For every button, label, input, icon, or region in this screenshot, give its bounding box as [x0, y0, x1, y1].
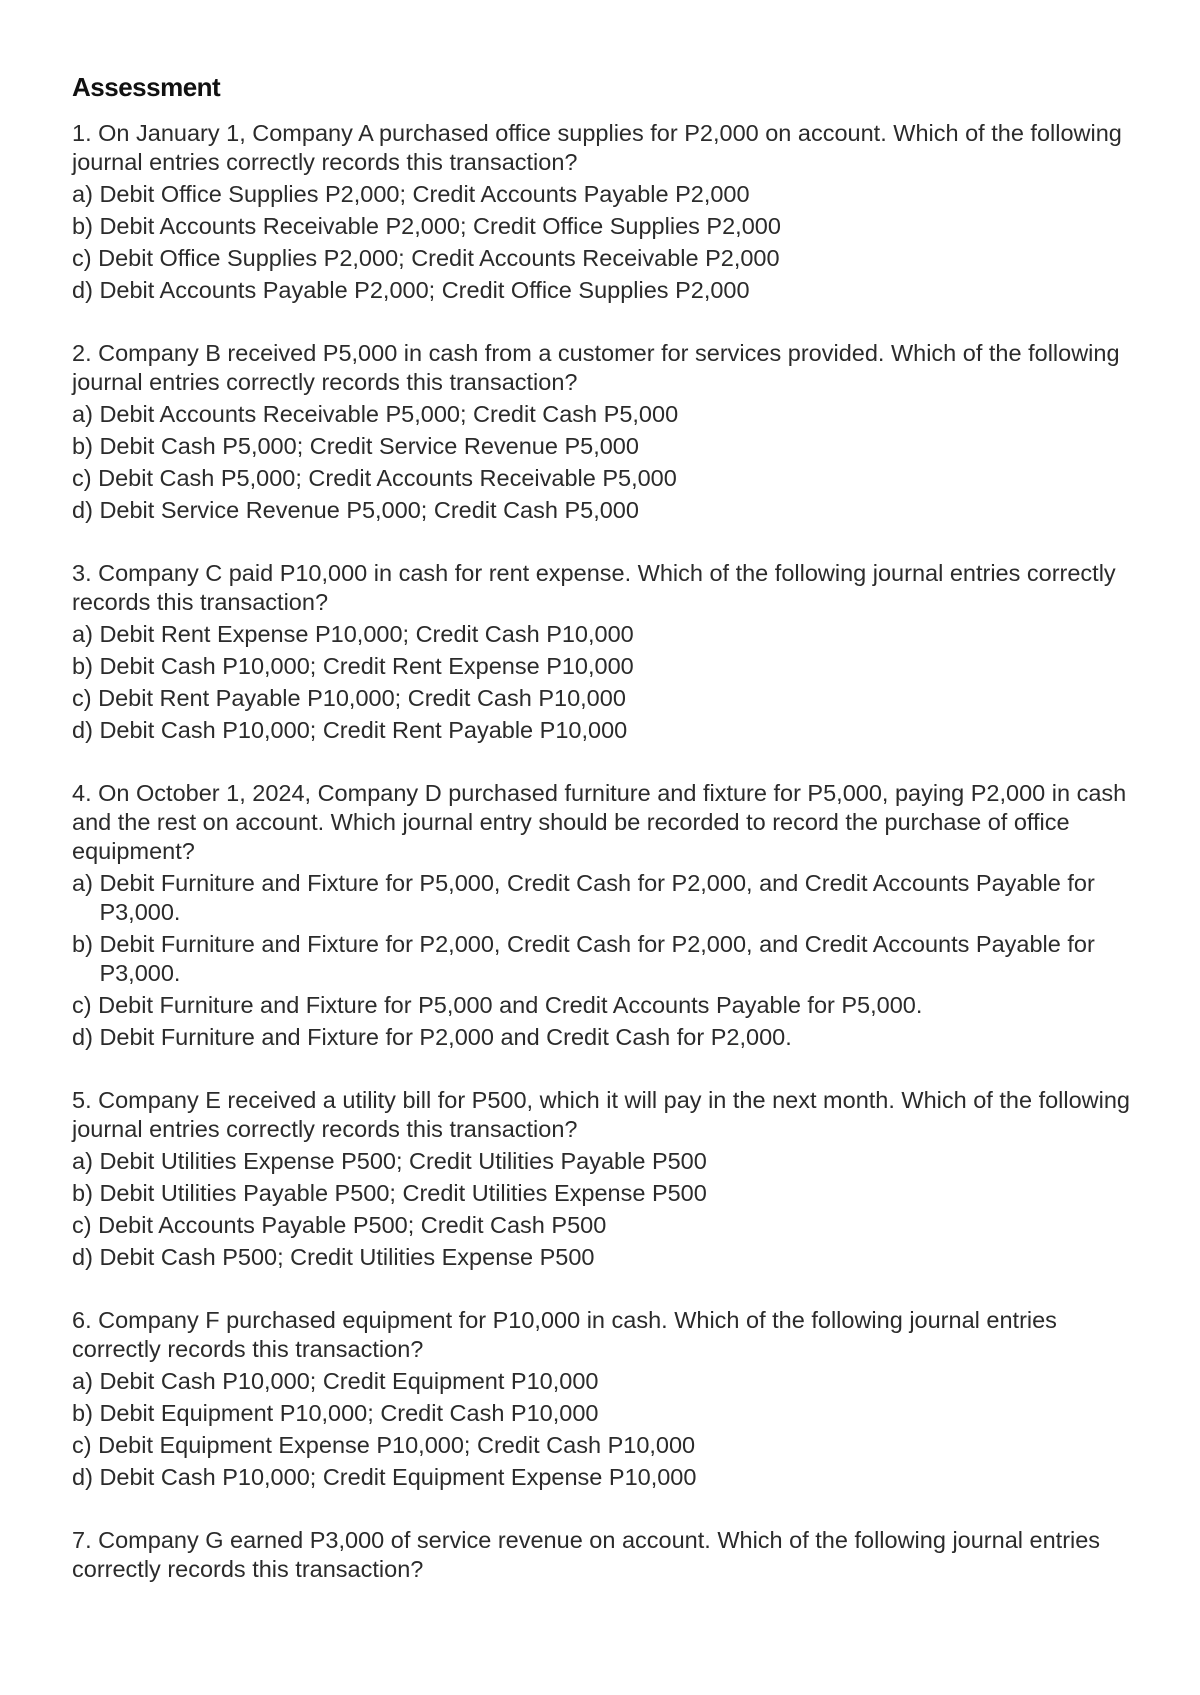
option-c [72, 464, 1142, 493]
option-text: Debit Accounts Receivable P2,000; Credit Office Supplies P2,000 [99, 213, 781, 239]
option-b [72, 652, 1142, 681]
option-letter: a) [72, 181, 100, 207]
option-letter: c) [72, 685, 99, 711]
option-text: Debit Furniture and Fixture for P5,000 and Credit Accounts Payable for P5,000. [98, 992, 923, 1018]
option-d [72, 716, 1142, 745]
option-b [72, 1179, 1142, 1208]
option-b [72, 1399, 1142, 1428]
question-text: 1. On January 1, Company A purchased office supplies for P2,000 on account. Which of the following journal entries correctly records this transaction? [72, 120, 1122, 175]
option-text: Debit Accounts Payable P500; Credit Cash P500 [98, 1212, 607, 1238]
option-letter: d) [72, 497, 100, 523]
option-text: Debit Furniture and Fixture for P2,000 and Credit Cash for P2,000. [99, 1024, 792, 1050]
question-text: 7. Company G earned P3,000 of service revenue on account. Which of the following journal entries correctly records this transaction? [72, 1527, 1101, 1582]
option-c [72, 244, 1142, 273]
option-text: Debit Rent Expense P10,000; Credit Cash P10,000 [99, 621, 634, 647]
question-text: 6. Company F purchased equipment for P10,000 in cash. Which of the following journal entries correctly records this transaction? [72, 1307, 1057, 1362]
option-c [72, 1211, 1142, 1240]
question-3 [72, 559, 1142, 745]
option-text: Debit Rent Payable P10,000; Credit Cash P10,000 [98, 685, 626, 711]
option-text: Debit Cash P10,000; Credit Rent Expense P10,000 [99, 653, 634, 679]
option-a [72, 1367, 1142, 1396]
question-1 [72, 119, 1142, 305]
option-a [72, 620, 1142, 649]
option-text: Debit Cash P5,000; Credit Accounts Receivable P5,000 [98, 465, 677, 491]
option-letter: b) [72, 1400, 100, 1426]
option-letter: b) [72, 653, 100, 679]
question-text: 2. Company B received P5,000 in cash from a customer for services provided. Which of the following journal entries correctly records this transaction? [72, 340, 1120, 395]
option-d [72, 276, 1142, 305]
option-letter: b) [72, 433, 100, 459]
option-c [72, 1431, 1142, 1460]
question-text: 3. Company C paid P10,000 in cash for rent expense. Which of the following journal entries correctly records this transaction? [72, 560, 1116, 615]
option-a [72, 1147, 1142, 1176]
option-b [72, 930, 1142, 988]
page-title: Assessment [72, 72, 221, 102]
question-2 [72, 339, 1142, 525]
option-letter: d) [72, 717, 100, 743]
option-text: Debit Utilities Expense P500; Credit Utilities Payable P500 [99, 1148, 707, 1174]
option-text: Debit Cash P10,000; Credit Equipment P10,000 [99, 1368, 599, 1394]
option-a [72, 869, 1142, 927]
option-letter: c) [72, 465, 99, 491]
option-letter: c) [72, 245, 99, 271]
option-letter: b) [72, 931, 100, 957]
option-text: Debit Equipment P10,000; Credit Cash P10,000 [99, 1400, 599, 1426]
options-list [72, 620, 1142, 745]
option-a [72, 180, 1142, 209]
option-text: Debit Accounts Receivable P5,000; Credit Cash P5,000 [99, 401, 679, 427]
option-letter: d) [72, 1464, 100, 1490]
option-letter: d) [72, 1024, 100, 1050]
option-letter: a) [72, 870, 100, 896]
option-letter: b) [72, 1180, 100, 1206]
option-letter: c) [72, 992, 99, 1018]
option-text: Debit Office Supplies P2,000; Credit Accounts Receivable P2,000 [98, 245, 780, 271]
option-d [72, 1243, 1142, 1272]
options-list [72, 1367, 1142, 1492]
option-b [72, 212, 1142, 241]
options-list [72, 1147, 1142, 1272]
option-text: Debit Cash P500; Credit Utilities Expense P500 [99, 1244, 595, 1270]
option-letter: a) [72, 621, 100, 647]
option-text: Debit Cash P10,000; Credit Rent Payable P10,000 [99, 717, 628, 743]
option-letter: a) [72, 1148, 100, 1174]
option-letter: c) [72, 1212, 99, 1238]
option-letter: d) [72, 277, 100, 303]
question-6 [72, 1306, 1142, 1492]
option-c [72, 991, 1142, 1020]
option-text: Debit Furniture and Fixture for P2,000, Credit Cash for P2,000, and Credit Accounts Payable for P3,000. [99, 931, 1095, 986]
option-text: Debit Accounts Payable P2,000; Credit Office Supplies P2,000 [99, 277, 750, 303]
option-a [72, 400, 1142, 429]
option-letter: c) [72, 1432, 99, 1458]
question-7 [72, 1526, 1142, 1584]
options-list [72, 869, 1142, 1052]
question-4 [72, 779, 1142, 1052]
question-text: 4. On October 1, 2024, Company D purchased furniture and fixture for P5,000, paying P2,000 in cash and the rest on account. Which journal entry should be recorded to record the purchase of office equipment? [72, 780, 1127, 864]
option-letter: b) [72, 213, 100, 239]
option-text: Debit Cash P5,000; Credit Service Revenue P5,000 [99, 433, 639, 459]
option-letter: a) [72, 401, 100, 427]
options-list [72, 180, 1142, 305]
option-c [72, 684, 1142, 713]
option-letter: d) [72, 1244, 100, 1270]
option-text: Debit Cash P10,000; Credit Equipment Expense P10,000 [99, 1464, 697, 1490]
option-d [72, 496, 1142, 525]
option-d [72, 1023, 1142, 1052]
option-text: Debit Furniture and Fixture for P5,000, Credit Cash for P2,000, and Credit Accounts Payable for P3,000. [99, 870, 1095, 925]
question-5 [72, 1086, 1142, 1272]
option-text: Debit Equipment Expense P10,000; Credit Cash P10,000 [98, 1432, 696, 1458]
option-d [72, 1463, 1142, 1492]
option-letter: a) [72, 1368, 100, 1394]
question-text: 5. Company E received a utility bill for P500, which it will pay in the next month. Which of the following journal entries correctly records this transaction? [72, 1087, 1131, 1142]
option-text: Debit Service Revenue P5,000; Credit Cash P5,000 [99, 497, 639, 523]
option-text: Debit Utilities Payable P500; Credit Utilities Expense P500 [99, 1180, 707, 1206]
option-text: Debit Office Supplies P2,000; Credit Accounts Payable P2,000 [99, 181, 750, 207]
options-list [72, 400, 1142, 525]
document-page [72, 72, 1142, 1587]
option-b [72, 432, 1142, 461]
